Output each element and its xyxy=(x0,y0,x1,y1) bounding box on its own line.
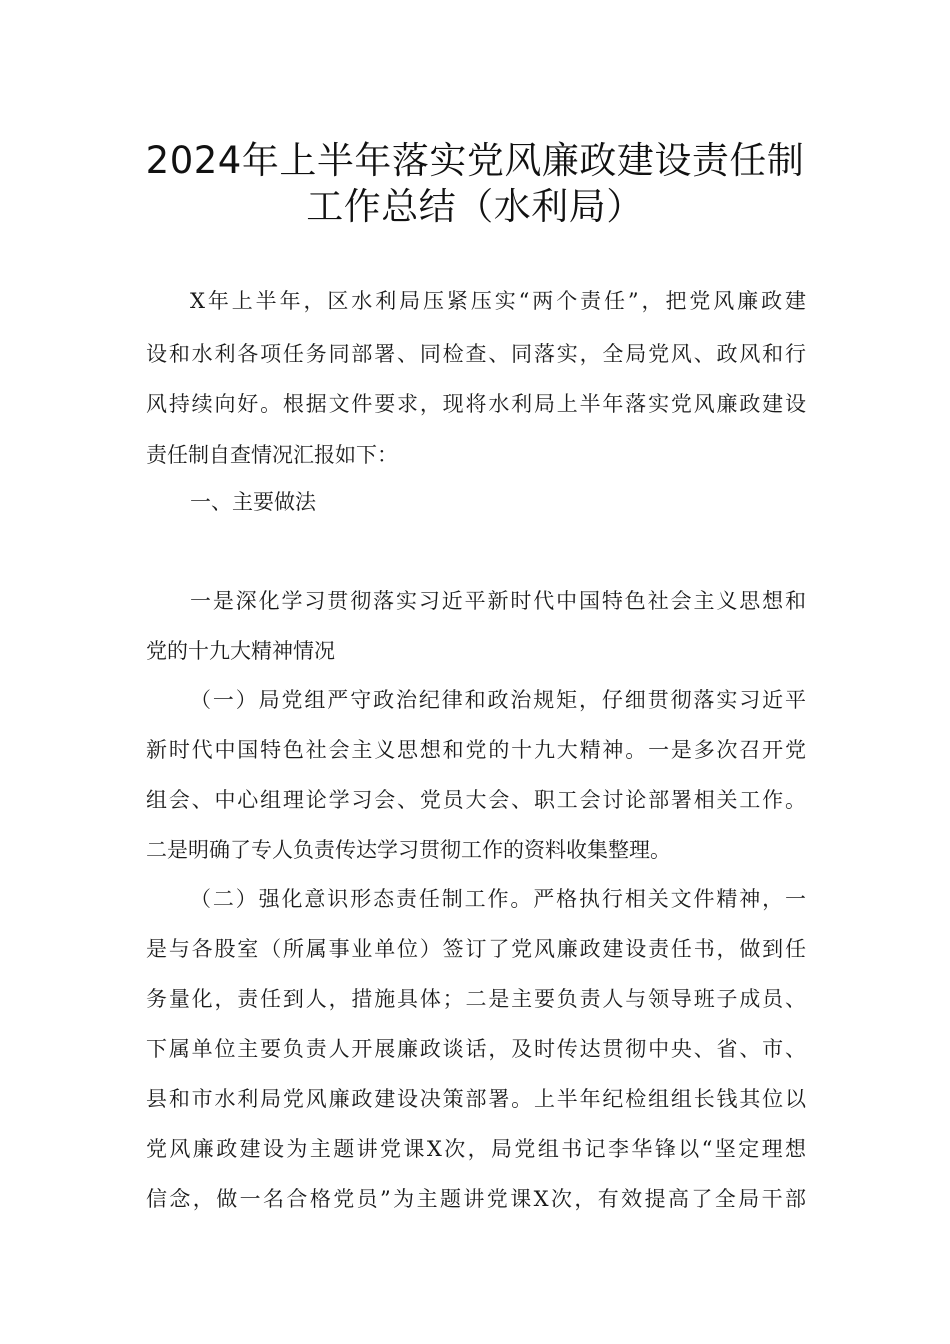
paragraph-line: X年上半年，区水利局压紧压实“两个责任”，把党风廉政建 xyxy=(190,289,806,313)
document-title-line-1: 2024年上半年落实党风廉政建设责任制 xyxy=(145,139,805,182)
paragraph-line: 新时代中国特色社会主义思想和党的十九大精神。一是多次召开党 xyxy=(146,738,806,762)
paragraph-line: 党风廉政建设为主题讲党课X次，局党组书记李华锋以“坚定理想 xyxy=(146,1137,806,1161)
document-title-line-2: 工作总结（水利局） xyxy=(306,185,644,228)
paragraph-line: 是与各股室（所属事业单位）签订了党风廉政建设责任书，做到任 xyxy=(146,937,806,961)
paragraph-line: 信念，做一名合格党员”为主题讲党课X次，有效提高了全局干部 xyxy=(146,1187,806,1211)
paragraph-line: （一）局党组严守政治纪律和政治规矩，仔细贯彻落实习近平 xyxy=(190,688,806,712)
paragraph-line: 风持续向好。根据文件要求，现将水利局上半年落实党风廉政建设 xyxy=(146,392,806,416)
paragraph-line: 党的十九大精神情况 xyxy=(146,639,335,663)
paragraph-line: 下属单位主要负责人开展廉政谈话，及时传达贯彻中央、省、市、 xyxy=(146,1037,806,1061)
paragraph-line: 县和市水利局党风廉政建设决策部署。上半年纪检组组长钱其位以 xyxy=(146,1087,806,1111)
paragraph-line: 二是明确了专人负责传达学习贯彻工作的资料收集整理。 xyxy=(146,838,671,862)
paragraph-line: 务量化，责任到人，措施具体；二是主要负责人与领导班子成员、 xyxy=(146,987,806,1011)
paragraph-line: 责任制自查情况汇报如下： xyxy=(146,443,398,467)
paragraph-line: 组会、中心组理论学习会、党员大会、职工会讨论部署相关工作。 xyxy=(146,788,806,812)
section-heading: 一、主要做法 xyxy=(190,490,316,514)
paragraph-line: 设和水利各项任务同部署、同检查、同落实，全局党风、政风和行 xyxy=(146,342,806,366)
paragraph-line: 一是深化学习贯彻落实习近平新时代中国特色社会主义思想和 xyxy=(190,589,806,613)
paragraph-line: （二）强化意识形态责任制工作。严格执行相关文件精神，一 xyxy=(190,887,806,911)
